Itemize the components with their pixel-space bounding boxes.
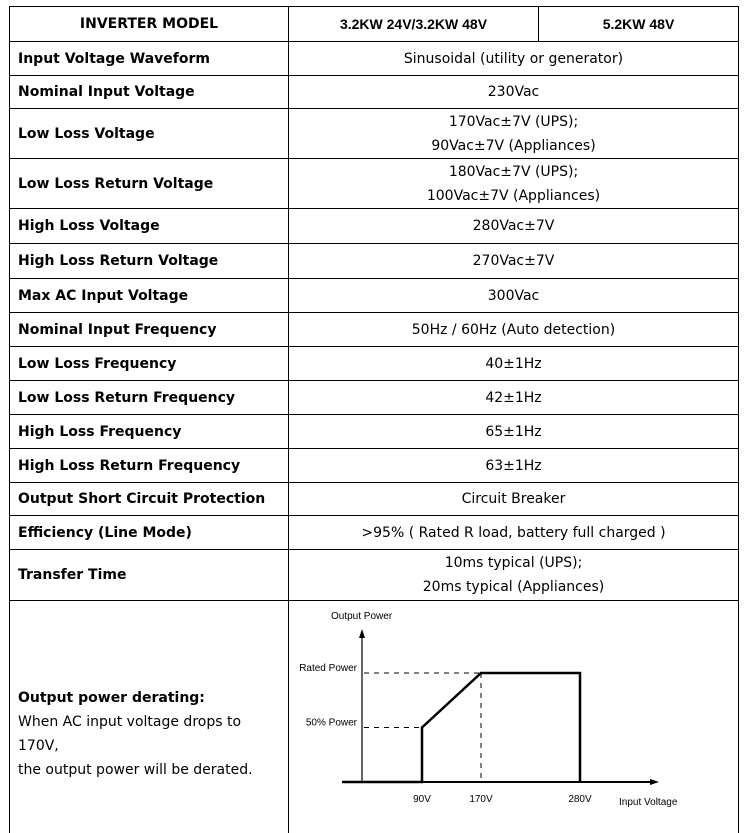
spec-label: Low Loss Return Frequency: [10, 381, 289, 415]
spec-value: [289, 516, 739, 550]
spec-value: [289, 159, 739, 209]
header-model-label: INVERTER MODEL: [10, 7, 289, 42]
derating-chart: [289, 601, 738, 825]
spec-row: [10, 449, 739, 483]
spec-label: Transfer Time: [10, 550, 289, 601]
derating-title: Output power derating:: [18, 686, 280, 710]
spec-value-line: 230Vac: [297, 80, 730, 104]
spec-row: [10, 109, 739, 159]
spec-row: [10, 483, 739, 516]
spec-value-line: 300Vac: [297, 284, 730, 308]
spec-row: [10, 209, 739, 244]
derating-chart-cell: [289, 601, 739, 833]
spec-row: [10, 279, 739, 313]
spec-value-line: 280Vac±7V: [297, 214, 730, 238]
spec-value: [289, 76, 739, 109]
spec-value: [289, 415, 739, 449]
spec-row: [10, 415, 739, 449]
derating-text-cell: [10, 601, 289, 833]
derating-desc-line1: When AC input voltage drops to 170V,: [18, 710, 280, 758]
spec-value-line: >95% ( Rated R load, battery full charged ): [297, 521, 730, 545]
derating-row: [10, 601, 739, 833]
spec-value: [289, 550, 739, 601]
spec-label: High Loss Frequency: [10, 415, 289, 449]
derating-desc-line2: the output power will be derated.: [18, 758, 280, 782]
spec-value-line: 90Vac±7V (Appliances): [297, 134, 730, 158]
spec-row: [10, 42, 739, 76]
spec-label: Low Loss Frequency: [10, 347, 289, 381]
spec-value-line: 20ms typical (Appliances): [297, 575, 730, 599]
y-tick-label: Rated Power: [299, 663, 357, 674]
spec-value-line: 270Vac±7V: [297, 249, 730, 273]
y-tick-label: 50% Power: [306, 718, 358, 729]
spec-value-line: 170Vac±7V (UPS);: [297, 110, 730, 134]
y-axis-arrow: [359, 629, 365, 638]
spec-row: [10, 347, 739, 381]
chart-ylabel: Output Power: [331, 611, 393, 622]
x-tick-label: 280V: [568, 794, 592, 805]
spec-label: Input Voltage Waveform: [10, 42, 289, 76]
spec-value-line: 40±1Hz: [297, 352, 730, 376]
spec-value: [289, 279, 739, 313]
spec-value: [289, 483, 739, 516]
spec-value: [289, 209, 739, 244]
x-tick-label: 90V: [413, 794, 431, 805]
spec-value: [289, 449, 739, 483]
x-tick-label: 170V: [469, 794, 493, 805]
spec-value: [289, 109, 739, 159]
spec-value-line: 10ms typical (UPS);: [297, 551, 730, 575]
spec-row: [10, 550, 739, 601]
spec-label: Output Short Circuit Protection: [10, 483, 289, 516]
spec-label: High Loss Return Frequency: [10, 449, 289, 483]
spec-value: [289, 244, 739, 279]
spec-label: Low Loss Return Voltage: [10, 159, 289, 209]
spec-value-line: 180Vac±7V (UPS);: [297, 160, 730, 184]
spec-row: [10, 381, 739, 415]
header-model-a: 3.2KW 24V/3.2KW 48V: [289, 7, 539, 42]
spec-label: Efficiency (Line Mode): [10, 516, 289, 550]
spec-label: High Loss Voltage: [10, 209, 289, 244]
spec-value-line: 50Hz / 60Hz (Auto detection): [297, 318, 730, 342]
spec-row: [10, 516, 739, 550]
spec-value-line: Circuit Breaker: [297, 487, 730, 511]
spec-row: [10, 159, 739, 209]
spec-value-line: 63±1Hz: [297, 454, 730, 478]
spec-label: Low Loss Voltage: [10, 109, 289, 159]
spec-value: [289, 313, 739, 347]
spec-row: [10, 244, 739, 279]
spec-value-line: 65±1Hz: [297, 420, 730, 444]
spec-value-line: 42±1Hz: [297, 386, 730, 410]
spec-value: [289, 347, 739, 381]
header-model-b: 5.2KW 48V: [539, 7, 739, 42]
spec-label: Nominal Input Frequency: [10, 313, 289, 347]
header-row: [10, 7, 739, 42]
spec-value: [289, 42, 739, 76]
spec-label: High Loss Return Voltage: [10, 244, 289, 279]
spec-body: [10, 42, 739, 601]
spec-value-line: 100Vac±7V (Appliances): [297, 184, 730, 208]
x-axis-arrow: [650, 779, 659, 785]
spec-row: [10, 76, 739, 109]
spec-value: [289, 381, 739, 415]
chart-xlabel: Input Voltage: [619, 797, 678, 808]
spec-table: [9, 6, 739, 833]
spec-label: Nominal Input Voltage: [10, 76, 289, 109]
spec-row: [10, 313, 739, 347]
spec-value-line: Sinusoidal (utility or generator): [297, 47, 730, 71]
spec-label: Max AC Input Voltage: [10, 279, 289, 313]
